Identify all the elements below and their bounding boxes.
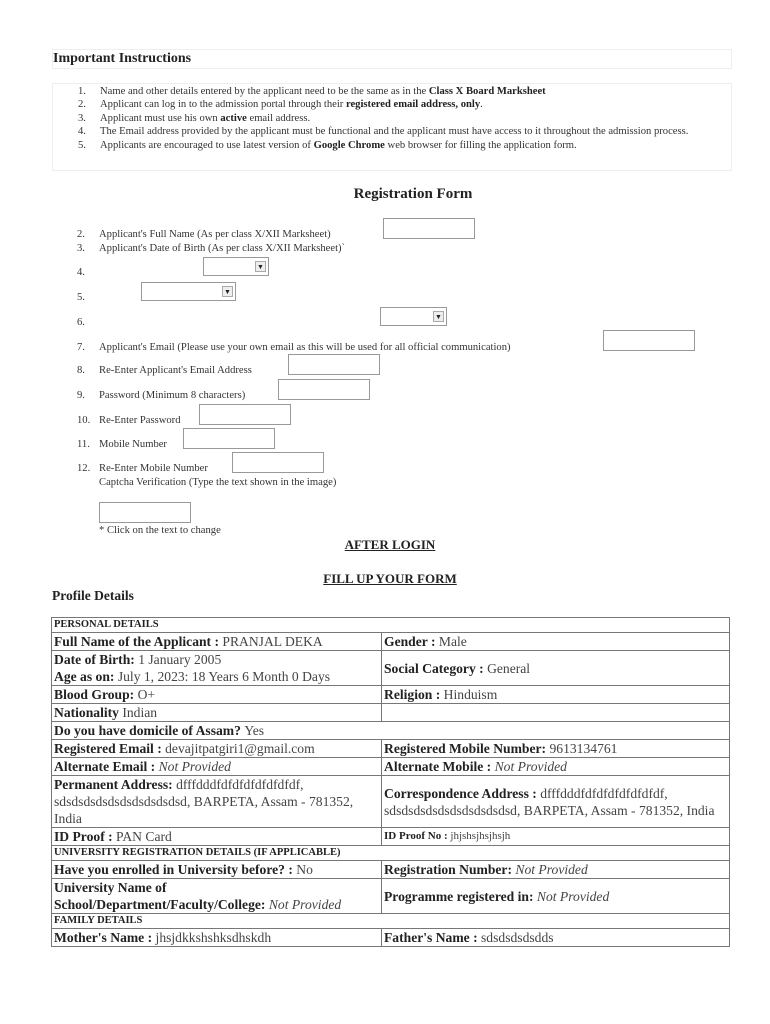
field-value: Not Provided bbox=[268, 897, 342, 912]
field-number: 6. bbox=[77, 317, 85, 328]
field-value: dfffdddfdfdfdfdfdfdfdf, sdsdsdsdsdsdsdsdsdsdsd, BARPETA, Assam - 781352, India bbox=[54, 777, 354, 826]
instruction-number: 4. bbox=[78, 126, 86, 138]
field-label: Alternate Email : bbox=[54, 759, 159, 774]
chevron-down-icon: ▼ bbox=[255, 261, 266, 272]
field-label: Mother's Name : bbox=[54, 930, 156, 945]
field-value: Hinduism bbox=[443, 687, 498, 702]
field-number: 3. bbox=[77, 243, 85, 254]
table-row bbox=[52, 828, 730, 846]
field-value: sdsdsdsdsdds bbox=[481, 930, 554, 945]
field-value: O+ bbox=[137, 687, 156, 702]
domicile-cell bbox=[52, 722, 730, 740]
field-label: Alternate Mobile : bbox=[384, 759, 495, 774]
instruction-number: 5. bbox=[78, 139, 86, 151]
after-login-heading: AFTER LOGIN bbox=[344, 537, 436, 552]
field-value: PRANJAL DEKA bbox=[222, 634, 323, 649]
instruction-text: Applicant can log in to the admission portal through their bbox=[100, 99, 346, 111]
field-value: PAN Card bbox=[116, 829, 172, 844]
instruction-item bbox=[78, 98, 728, 111]
password-input[interactable] bbox=[278, 379, 370, 400]
field-value: Male bbox=[438, 634, 467, 649]
id-proof-cell bbox=[52, 828, 382, 846]
id-proof-no-cell bbox=[382, 828, 730, 846]
field-password-confirm bbox=[77, 415, 181, 426]
table-row bbox=[52, 914, 730, 929]
enrolled-cell bbox=[52, 861, 382, 879]
registration-title: Registration Form bbox=[353, 186, 473, 202]
field-label: Correspondence Address : bbox=[384, 785, 541, 801]
alt-mobile-cell bbox=[382, 758, 730, 776]
table-row bbox=[52, 929, 730, 947]
dob-day-select[interactable] bbox=[203, 257, 269, 276]
gender-cell bbox=[382, 633, 730, 651]
instruction-text: Applicant must use his own bbox=[100, 112, 221, 124]
field-label: Religion : bbox=[384, 687, 444, 702]
confirm-password-input[interactable] bbox=[199, 404, 291, 425]
instructions-heading: Important Instructions bbox=[52, 49, 732, 69]
nationality-cell bbox=[52, 704, 382, 722]
field-label: Social Category : bbox=[384, 660, 488, 676]
table-row bbox=[52, 704, 730, 722]
field-value: Indian bbox=[122, 705, 158, 720]
instruction-item bbox=[78, 139, 728, 152]
field-label: Full Name of the Applicant : bbox=[54, 634, 223, 649]
field-4 bbox=[77, 267, 99, 278]
instruction-text: email address. bbox=[246, 112, 311, 124]
instruction-emphasis: registered email address, only bbox=[345, 99, 481, 111]
instruction-item bbox=[78, 112, 728, 125]
dob-month-select[interactable] bbox=[141, 282, 236, 301]
field-label: Do you have domicile of Assam? bbox=[54, 723, 245, 738]
confirm-email-input[interactable] bbox=[288, 354, 380, 375]
religion-cell bbox=[382, 686, 730, 704]
field-value: Not Provided bbox=[515, 862, 588, 877]
section-header-personal: PERSONAL DETAILS bbox=[52, 618, 730, 633]
field-value: jhsjdkkshshksdhskdh bbox=[155, 930, 272, 945]
email-input[interactable] bbox=[603, 330, 695, 351]
instruction-number: 2. bbox=[78, 99, 86, 111]
table-row bbox=[52, 879, 730, 914]
field-number: 12. bbox=[77, 463, 91, 474]
field-label: University Name of School/Department/Faculty/College: bbox=[54, 880, 269, 912]
registration-number-cell bbox=[382, 861, 730, 879]
chevron-down-icon: ▼ bbox=[433, 311, 444, 322]
table-row bbox=[52, 686, 730, 704]
field-full-name bbox=[77, 229, 331, 240]
programme-cell bbox=[382, 879, 730, 914]
field-label: Registered Mobile Number: bbox=[384, 741, 550, 756]
field-number: 7. bbox=[77, 342, 85, 353]
mobile-input[interactable] bbox=[183, 428, 275, 449]
instructions-box bbox=[52, 83, 732, 171]
table-row bbox=[52, 722, 730, 740]
field-value: dfffdddfdfdfdfdfdfdfdf, sdsdsdsdsdsdsdsdsdsdsd, BARPETA, Assam - 781352, India bbox=[384, 785, 715, 818]
field-label: Programme registered in: bbox=[384, 888, 537, 904]
field-label: Re-Enter Mobile Number bbox=[99, 463, 208, 474]
field-dob bbox=[77, 243, 345, 254]
university-name-cell bbox=[52, 879, 382, 914]
instruction-text: Applicants are encouraged to use latest version of bbox=[100, 139, 314, 151]
captcha-input[interactable] bbox=[99, 502, 191, 523]
field-label: Registration Number: bbox=[384, 862, 516, 877]
dob-cell bbox=[52, 651, 382, 686]
field-label: Re-Enter Password bbox=[99, 415, 181, 426]
field-label: ID Proof No : bbox=[384, 830, 451, 842]
field-label: Father's Name : bbox=[384, 930, 482, 945]
instructions-list bbox=[78, 85, 728, 152]
field-label: Mobile Number bbox=[99, 439, 167, 450]
instruction-text: The Email address provided by the applicant must be functional and the applicant must have access to it throughout the admission process. bbox=[100, 126, 689, 138]
field-6 bbox=[77, 317, 99, 328]
confirm-mobile-input[interactable] bbox=[232, 452, 324, 473]
field-value: devajitpatgiri1@gmail.com bbox=[165, 741, 315, 756]
email-cell bbox=[52, 740, 382, 758]
profile-details-heading: Profile Details bbox=[52, 588, 134, 603]
field-label: Gender : bbox=[384, 634, 439, 649]
field-value: 1 January 2005 bbox=[138, 652, 222, 667]
field-label: Re-Enter Applicant's Email Address bbox=[99, 365, 252, 376]
full-name-cell bbox=[52, 633, 382, 651]
field-number: 9. bbox=[77, 390, 85, 401]
instruction-text: web browser for filling the application form. bbox=[384, 139, 577, 151]
instruction-emphasis: active bbox=[220, 112, 247, 124]
field-label: Age as on: bbox=[54, 669, 118, 684]
empty-cell bbox=[382, 704, 730, 722]
instruction-text: Name and other details entered by the applicant need to be the same as in the bbox=[100, 86, 429, 97]
field-label: Permanent Address: bbox=[54, 777, 177, 792]
field-label: Date of Birth: bbox=[54, 652, 139, 667]
field-value: General bbox=[487, 660, 531, 676]
field-value: Not Provided bbox=[494, 759, 567, 774]
field-value: Not Provided bbox=[158, 759, 231, 774]
table-row bbox=[52, 758, 730, 776]
field-value: 9613134761 bbox=[549, 741, 618, 756]
table-row bbox=[52, 618, 730, 633]
field-number: 4. bbox=[77, 267, 85, 278]
fill-form-heading: FILL UP YOUR FORM bbox=[323, 571, 457, 586]
section-header-family: FAMILY DETAILS bbox=[52, 914, 730, 929]
field-value: No bbox=[296, 862, 313, 877]
field-number: 11. bbox=[77, 439, 90, 450]
field-label: Blood Group: bbox=[54, 687, 138, 702]
field-value: Not Provided bbox=[536, 888, 610, 904]
field-number: 2. bbox=[77, 229, 85, 240]
permanent-address-cell bbox=[52, 776, 382, 828]
field-number: 5. bbox=[77, 292, 85, 303]
father-name-cell bbox=[382, 929, 730, 947]
blood-group-cell bbox=[52, 686, 382, 704]
table-row bbox=[52, 776, 730, 828]
alt-email-cell bbox=[52, 758, 382, 776]
instruction-emphasis: Class X Board Marksheet bbox=[428, 86, 546, 97]
instruction-item bbox=[78, 85, 728, 98]
instruction-text: . bbox=[480, 99, 483, 111]
captcha-label: Captcha Verification (Type the text shown in the image) bbox=[99, 477, 337, 488]
field-value: July 1, 2023: 18 Years 6 Month 0 Days bbox=[117, 669, 331, 684]
mother-name-cell bbox=[52, 929, 382, 947]
field-label: Applicant's Date of Birth (As per class X/XII Marksheet)` bbox=[99, 243, 346, 254]
mobile-cell bbox=[382, 740, 730, 758]
table-row bbox=[52, 633, 730, 651]
instruction-number: 1. bbox=[78, 86, 86, 97]
section-header-university: UNIVERSITY REGISTRATION DETAILS (IF APPLICABLE) bbox=[52, 846, 730, 861]
table-row bbox=[52, 740, 730, 758]
table-row bbox=[52, 861, 730, 879]
instruction-item bbox=[78, 125, 728, 138]
instruction-number: 3. bbox=[78, 112, 86, 124]
instruction-emphasis: Google Chrome bbox=[313, 139, 385, 151]
field-label: Have you enrolled in University before? : bbox=[54, 862, 297, 877]
field-mobile-confirm bbox=[77, 463, 208, 474]
field-number: 10. bbox=[77, 415, 91, 426]
field-email-confirm bbox=[77, 365, 252, 376]
correspondence-address-cell bbox=[382, 776, 730, 828]
field-email bbox=[77, 342, 511, 353]
field-label: ID Proof : bbox=[54, 829, 117, 844]
field-label: Nationality bbox=[54, 705, 123, 720]
field-mobile bbox=[77, 439, 167, 450]
field-password bbox=[77, 390, 245, 401]
field-label: Applicant's Full Name (As per class X/XII Marksheet) bbox=[99, 229, 331, 240]
profile-details-table bbox=[51, 617, 730, 947]
field-5 bbox=[77, 292, 99, 303]
dob-year-select[interactable] bbox=[380, 307, 447, 326]
field-value: Yes bbox=[244, 723, 265, 738]
table-row bbox=[52, 846, 730, 861]
field-label: Registered Email : bbox=[54, 741, 166, 756]
category-cell bbox=[382, 651, 730, 686]
field-label: Password (Minimum 8 characters) bbox=[99, 390, 246, 401]
chevron-down-icon: ▼ bbox=[222, 286, 233, 297]
field-number: 8. bbox=[77, 365, 85, 376]
field-value: jhjshsjhsjhsjh bbox=[450, 830, 511, 842]
captcha-hint[interactable]: * Click on the text to change bbox=[99, 525, 221, 536]
full-name-input[interactable] bbox=[383, 218, 475, 239]
table-row bbox=[52, 651, 730, 686]
field-label: Applicant's Email (Please use your own email as this will be used for all official communication) bbox=[99, 342, 511, 353]
